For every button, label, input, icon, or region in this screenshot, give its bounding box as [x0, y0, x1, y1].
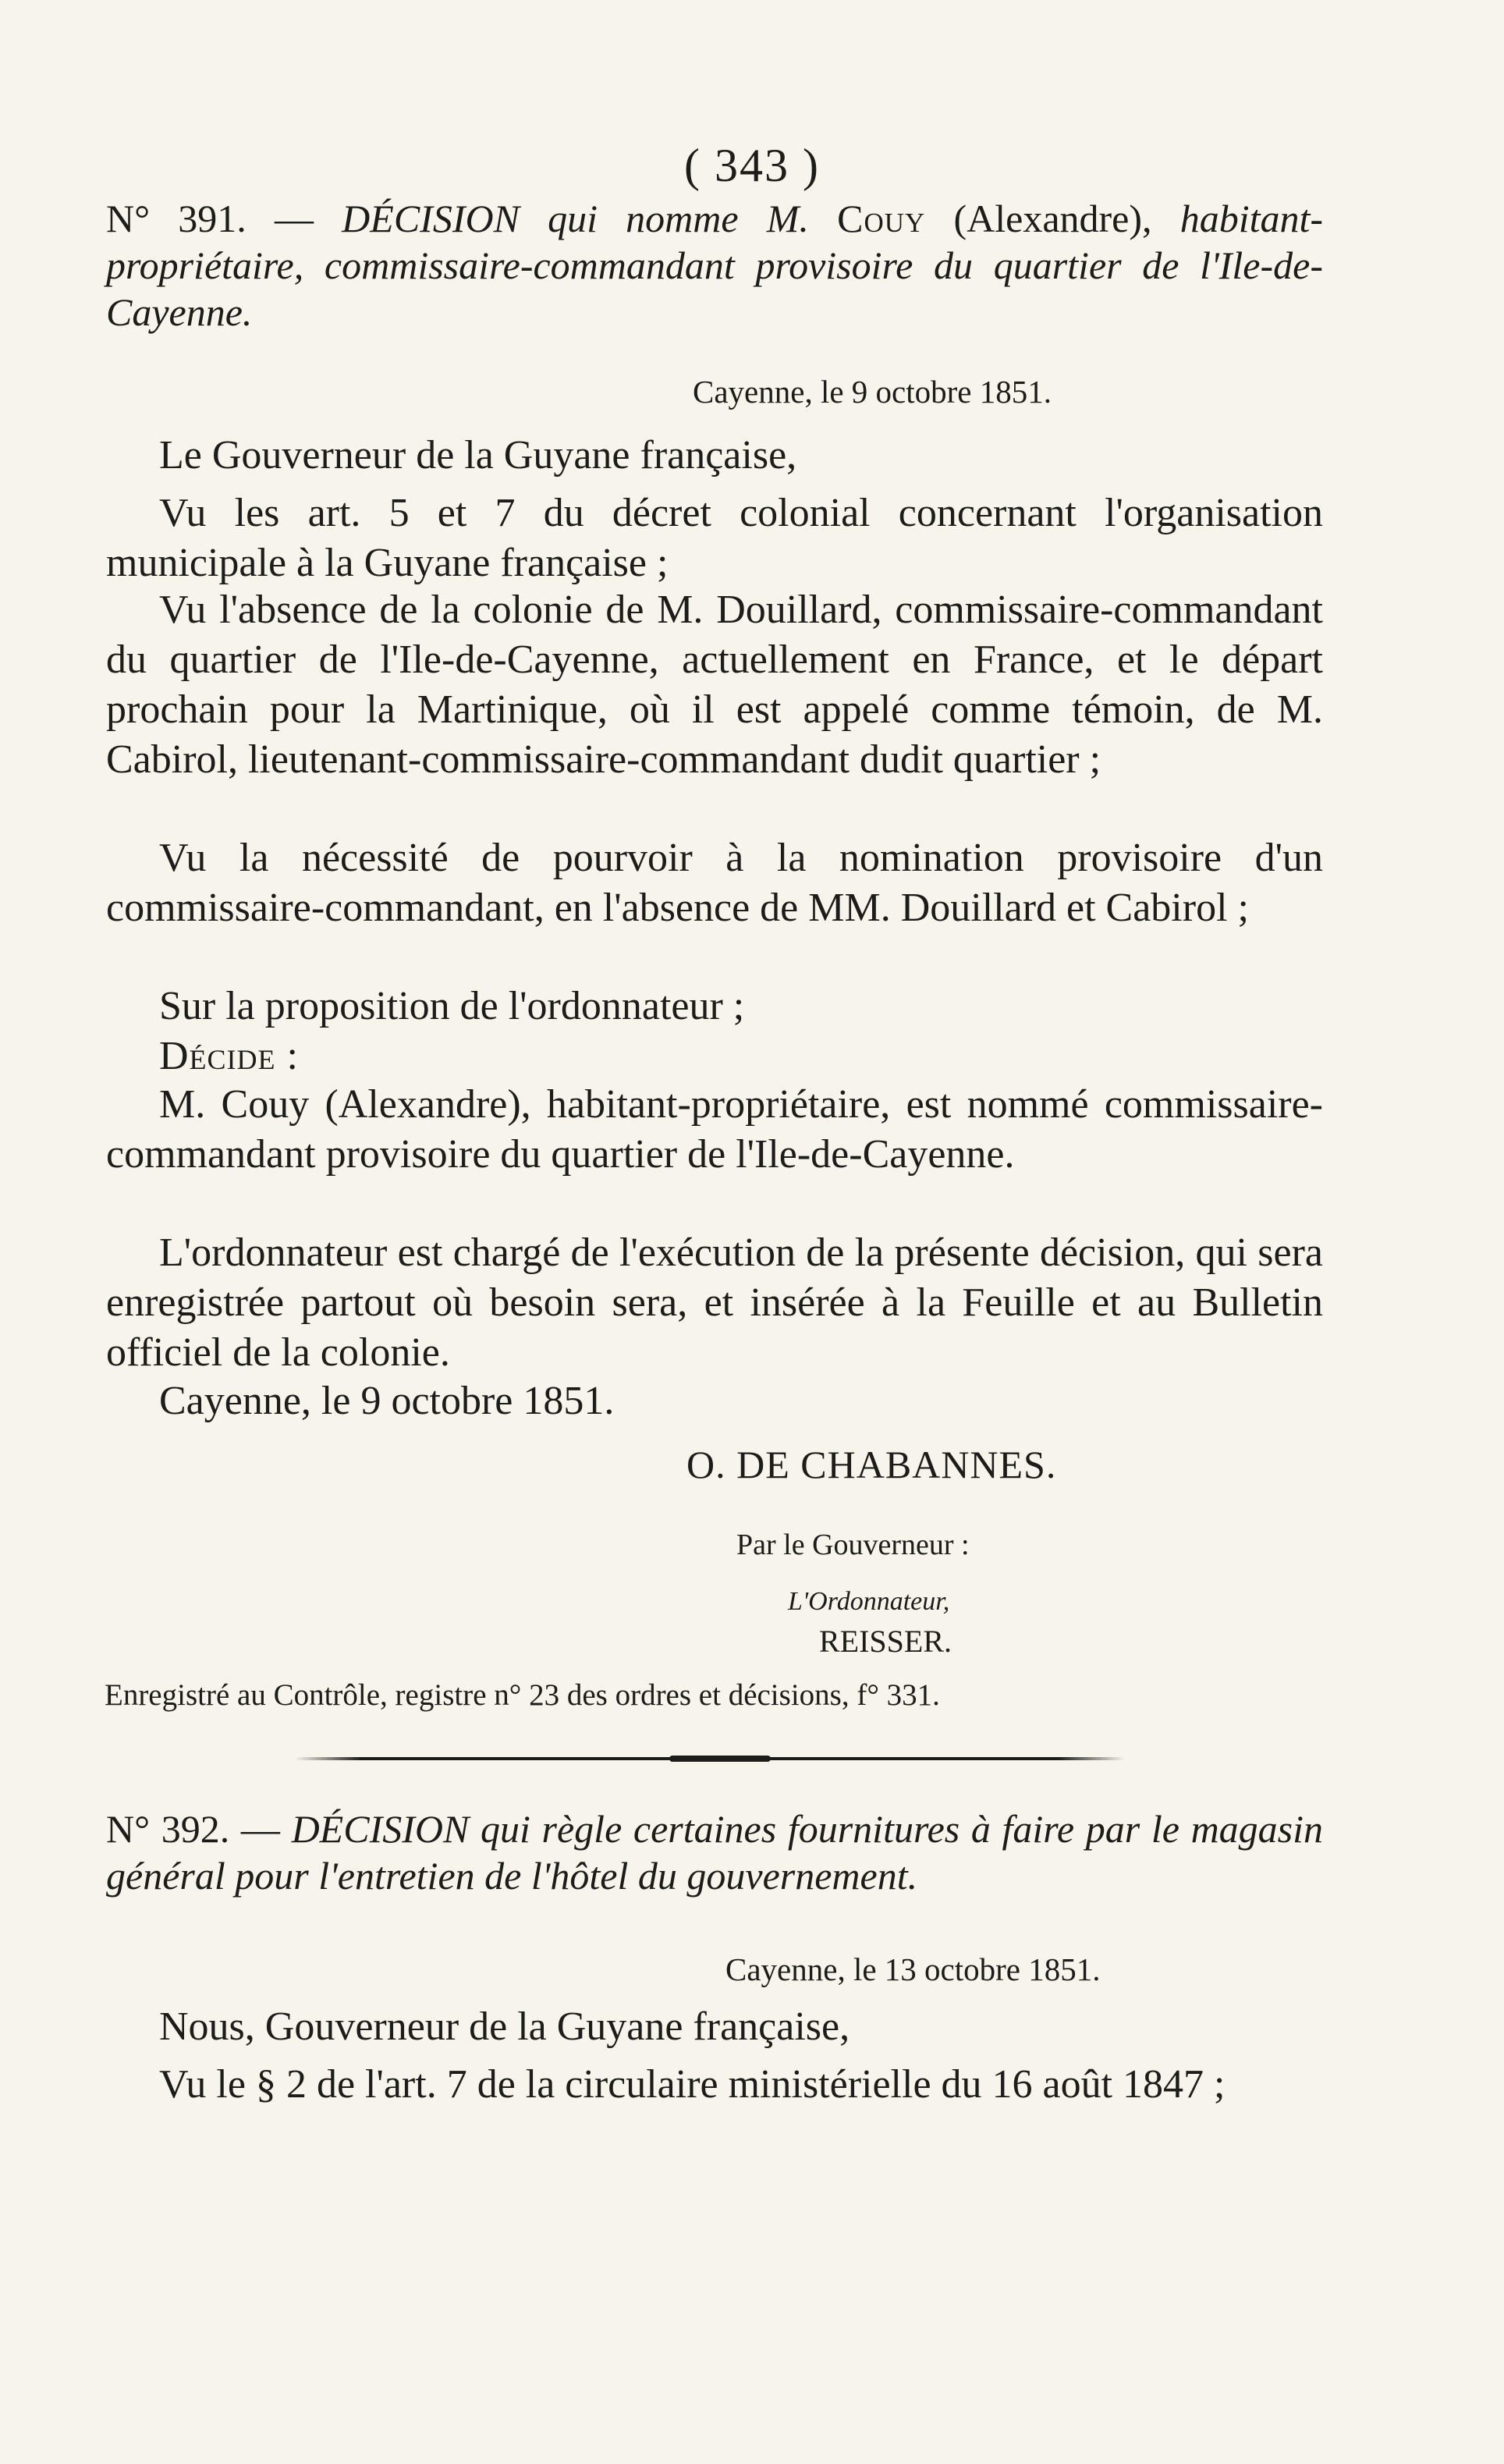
decision-391-para-4: Vu la nécessité de pourvoir à la nomination provisoire d'un commissaire-commandant, en l'absence de MM. Douillard et Cabirol ; [106, 836, 1323, 930]
decision-392-heading [106, 1805, 1323, 1899]
decision-391-number: N° 391. [106, 197, 247, 240]
decision-391-para-1: Le Gouverneur de la Guyane française, [159, 433, 797, 478]
decision-391-dash: — [274, 197, 314, 240]
decision-391-ordonnateur-title: L'Ordonnateur, [788, 1587, 950, 1616]
decision-391-signature: O. DE CHABANNES. [686, 1443, 1057, 1486]
decision-391-name: Couy [837, 197, 926, 240]
decision-391-registration: Enregistré au Contrôle, registre n° 23 des ordres et décisions, f° 331. [105, 1678, 940, 1712]
decision-391-para-6: Décide : [159, 1034, 299, 1078]
decision-392-para-1: Nous, Gouverneur de la Guyane française, [159, 2004, 850, 2049]
decision-391-para-8: L'ordonnateur est chargé de l'exécution de la présente décision, qui sera enregistrée partout où besoin sera, et insérée à la Feuille et au Bulletin officiel de la colonie. [106, 1230, 1323, 1375]
decision-391-para-7: M. Couy (Alexandre), habitant-propriétaire, est nommé commissaire-commandant provisoire du quartier de l'Ile-de-Cayenne. [106, 1082, 1323, 1177]
decision-392-number: N° 392. [106, 1807, 230, 1851]
decision-391-title-part2: habitant-propriétaire, commissaire-commandant provisoire du quartier de l'Ile-de-Cayenne. [106, 197, 1324, 334]
decision-392-dash: — [240, 1807, 280, 1851]
decision-391-ordonnateur-name: REISSER. [819, 1624, 952, 1659]
decision-391-para-2: Vu les art. 5 et 7 du décret colonial concernant l'organisation municipale à la Guyane française ; [106, 491, 1323, 585]
decision-391-place-date: Cayenne, le 9 octobre 1851. [693, 374, 1052, 410]
decision-391-para-5: Sur la proposition de l'ordonnateur ; [159, 984, 745, 1028]
page-number: ( 343 ) [684, 140, 820, 191]
decision-391-title-rest: (Alexandre), [953, 197, 1152, 240]
decision-391-para-9: Cayenne, le 9 octobre 1851. [159, 1379, 615, 1423]
decision-391-par-le-gouverneur: Par le Gouverneur : [736, 1528, 970, 1561]
decision-392-para-2: Vu le § 2 de l'art. 7 de la circulaire ministérielle du 16 août 1847 ; [159, 2062, 1226, 2107]
section-divider [295, 1757, 1125, 1760]
decision-391-para-3: Vu l'absence de la colonie de M. Douillard, commissaire-commandant du quartier de l'Ile-de-Cayenne, actuellement en France, et le départ prochain pour la Martinique, où il est appelé comme témoin, de M. Cabirol, lieutenant-commissaire-commandant dudit quartier ; [106, 588, 1323, 782]
decision-392-title: DÉCISION qui règle certaines fournitures à faire par le magasin général pour l'entretien de l'hôtel du gouvernement. [106, 1807, 1324, 1898]
decision-391-title-part1: DÉCISION qui nomme M. [342, 197, 809, 240]
decision-391-heading [106, 195, 1323, 336]
decision-392-place-date: Cayenne, le 13 octobre 1851. [725, 1951, 1101, 1987]
